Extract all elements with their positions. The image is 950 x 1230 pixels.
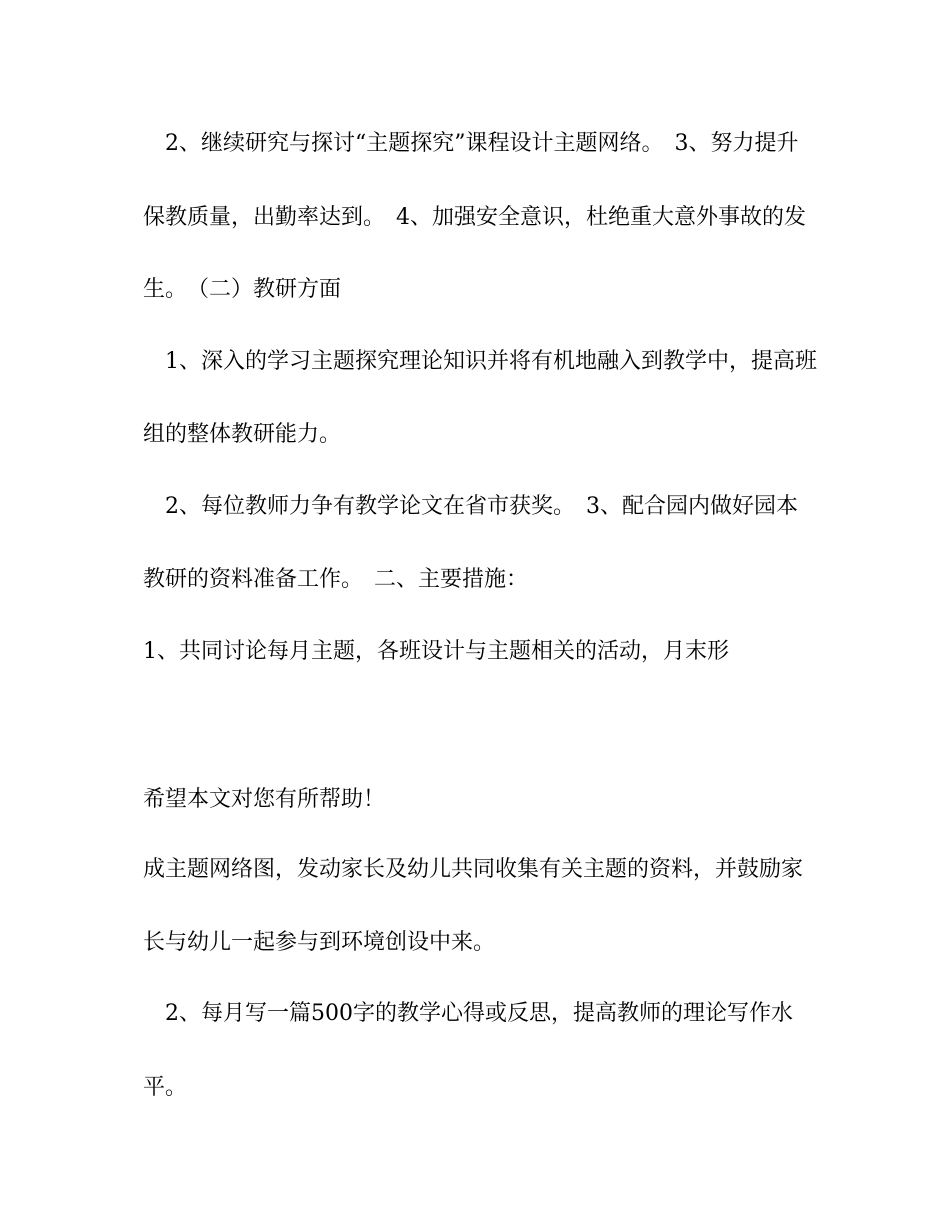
closing-note: 希望本文对您有所帮助！ [143,787,386,812]
paragraph-line: 平。 [143,1075,188,1100]
paragraph-line: 1、深入的学习主题探究理论知识并将有机地融入到教学中，提高班 [165,349,817,374]
paragraph-line: 组的整体教研能力。 [143,422,342,447]
paragraph-line: 2、继续研究与探讨“主题探究”课程设计主题网络。 3、努力提升 [165,131,799,156]
paragraph-line: 成主题网络图，发动家长及幼儿共同收集有关主题的资料，并鼓励家 [143,857,804,882]
paragraph-line: 保教质量，出勤率达到。 4、加强安全意识，杜绝重大意外事故的发 [143,205,806,230]
paragraph-line: 教研的资料准备工作。 二、主要措施： [143,567,529,592]
paragraph-line: 1、共同讨论每月主题，各班设计与主题相关的活动，月末形 [143,639,729,664]
paragraph-line: 2、每位教师力争有教学论文在省市获奖。 3、配合园内做好园本 [165,494,798,519]
paragraph-line: 生。 （二）教研方面 [143,277,342,302]
paragraph-line: 2、每月写一篇500字的教学心得或反思，提高教师的理论写作水 [165,1001,793,1026]
paragraph-line: 长与幼儿一起参与到环境创设中来。 [143,930,496,955]
